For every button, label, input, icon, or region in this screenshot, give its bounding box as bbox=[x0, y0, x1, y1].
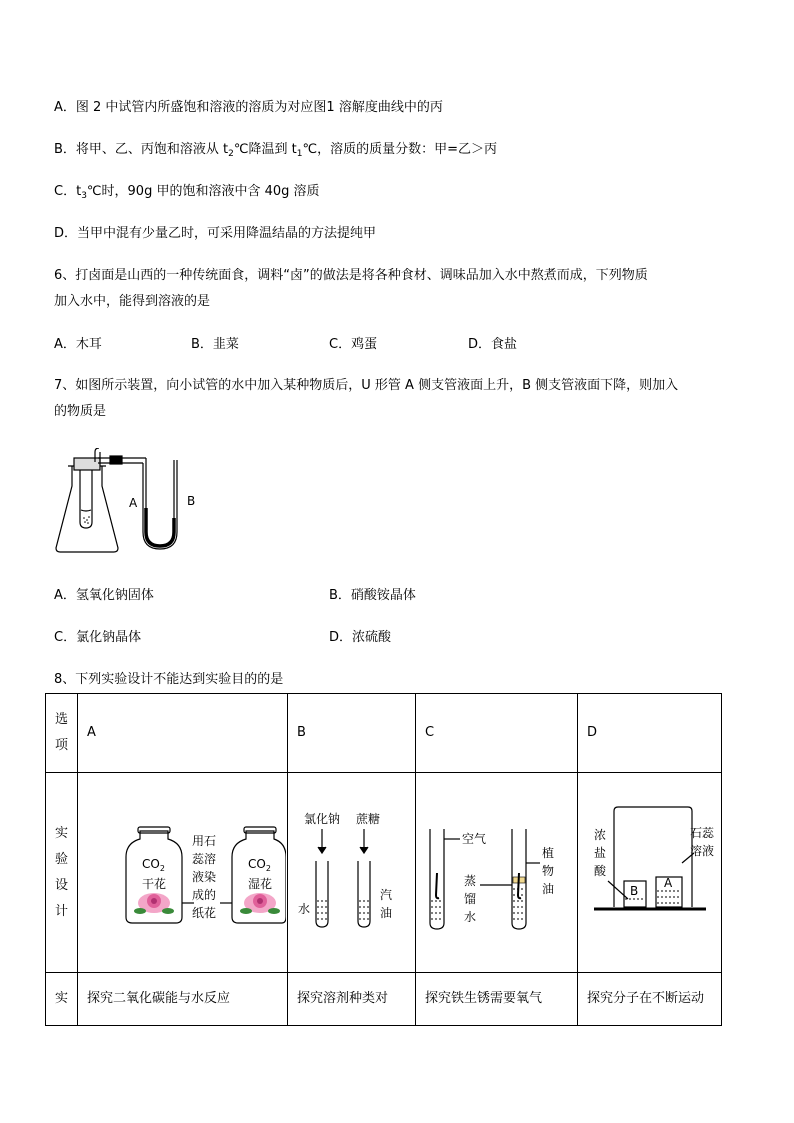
figure-d-diffusion bbox=[578, 773, 720, 968]
u-tube-outer bbox=[146, 458, 174, 546]
q6-stem-line1: 6、打卤面是山西的一种传统面食，调料“卤”的做法是将各种食材、调味品加入水中熬煮而成，下列物质 bbox=[54, 268, 648, 283]
q8-stem: 8、下列实验设计不能达到实验目的的是 bbox=[54, 672, 284, 687]
table-row-purpose bbox=[46, 973, 722, 1026]
co2-right: $CO_2$ bbox=[248, 857, 271, 873]
label-char: 选 bbox=[54, 712, 68, 727]
purpose-c bbox=[416, 973, 578, 1026]
wet-flower-label: 湿花 bbox=[248, 877, 273, 891]
label-char: 项 bbox=[54, 738, 68, 753]
col-b-text: B bbox=[297, 725, 306, 740]
litmus-flower-label-3: 液染 bbox=[192, 870, 217, 884]
table-row-options bbox=[46, 694, 722, 773]
flower-left-icon bbox=[134, 893, 174, 914]
q5-b-post: ℃，溶质的质量分数：甲=乙＞丙 bbox=[302, 142, 497, 157]
label-char: 验 bbox=[54, 851, 68, 867]
col-c-text: C bbox=[425, 725, 435, 740]
col-header-c bbox=[416, 694, 578, 773]
figure-c-cell bbox=[416, 773, 578, 973]
q5-option-b bbox=[54, 141, 497, 163]
rubber-stopper bbox=[74, 458, 100, 470]
purpose-a bbox=[78, 973, 288, 1026]
purpose-b-text: 探究溶剂种类对 bbox=[297, 991, 389, 1006]
row-label-options bbox=[46, 694, 78, 773]
distilled-water-label-1: 蒸 bbox=[464, 874, 477, 888]
hcl-label-2: 盐 bbox=[594, 846, 607, 860]
purpose-b bbox=[288, 973, 416, 1026]
litmus-label-1: 石蕊 bbox=[690, 826, 715, 840]
col-header-b bbox=[288, 694, 416, 773]
q5-b-mid: ℃降温到 t bbox=[233, 142, 297, 157]
hcl-label-1: 浓 bbox=[594, 828, 607, 842]
distilled-water-label-3: 水 bbox=[464, 910, 477, 924]
purpose-a-text: 探究二氧化碳能与水反应 bbox=[87, 991, 231, 1006]
figure-c-rust bbox=[416, 773, 576, 968]
figure-b-cell bbox=[288, 773, 416, 973]
q5-option-d: D．当甲中混有少量乙时，可采用降温结晶的方法提纯甲 bbox=[54, 226, 377, 241]
dry-flower-label: 干花 bbox=[142, 877, 167, 891]
purpose-d-text: 探究分子在不断运动 bbox=[587, 991, 705, 1006]
col-header-a bbox=[78, 694, 288, 773]
q5-b-sub2: 1 bbox=[296, 149, 303, 159]
figure-d-cell bbox=[578, 773, 722, 973]
litmus-flower-label-4: 成的 bbox=[192, 888, 217, 902]
q5-b-text: B．将甲、乙、丙饱和溶液从 t bbox=[54, 142, 229, 157]
sugar-label: 蔗糖 bbox=[356, 812, 381, 826]
label-char: 实 bbox=[54, 991, 68, 1006]
test-tube-water bbox=[316, 861, 328, 927]
conical-flask bbox=[56, 466, 118, 552]
water-label: 水 bbox=[298, 902, 311, 916]
q7-stem-line1: 7、如图所示装置，向小试管的水中加入某种物质后，U 形管 A 侧支管液面上升，B 侧支管液面下降，则加入 bbox=[54, 378, 679, 393]
test-tube-gasoline bbox=[358, 861, 370, 927]
veg-oil-label-3: 油 bbox=[542, 882, 555, 896]
veg-oil-label-1: 植 bbox=[542, 846, 555, 860]
q6-option-b: B．韭菜 bbox=[191, 337, 239, 352]
q5-option-c bbox=[54, 183, 320, 205]
litmus-label-2: 溶液 bbox=[690, 844, 715, 858]
q6-option-c: C．鸡蛋 bbox=[329, 337, 378, 352]
air-label: 空气 bbox=[462, 832, 487, 846]
q5-c-sub: 3 bbox=[81, 191, 87, 201]
iron-nail-icon bbox=[436, 873, 439, 898]
q6-stem-line2: 加入水中，能得到溶液的是 bbox=[54, 294, 211, 309]
small-test-tube bbox=[80, 470, 92, 528]
beaker-a-label: A bbox=[664, 876, 673, 890]
purpose-d bbox=[578, 973, 722, 1026]
label-char: 实 bbox=[54, 825, 68, 841]
figure-b-solubility bbox=[288, 773, 414, 968]
litmus-flower-label-2: 蕊溶 bbox=[192, 852, 217, 866]
gasoline-label-2: 油 bbox=[380, 906, 393, 920]
table-row-design bbox=[46, 773, 722, 973]
gasoline-label-1: 汽 bbox=[380, 888, 393, 902]
purpose-c-text: 探究铁生锈需要氧气 bbox=[425, 991, 543, 1006]
q6-option-a: A．木耳 bbox=[54, 337, 102, 352]
q6-option-d: D．食盐 bbox=[468, 337, 518, 352]
q7-stem-line2: 的物质是 bbox=[54, 404, 107, 419]
row-label-design bbox=[46, 773, 78, 973]
veg-oil-label-2: 物 bbox=[542, 864, 555, 878]
col-a-text: A bbox=[87, 725, 96, 740]
nacl-label: 氯化钠 bbox=[304, 812, 341, 826]
label-char: 设 bbox=[54, 877, 68, 893]
flower-right-icon bbox=[240, 893, 280, 914]
q7-option-d: D．浓硫酸 bbox=[329, 630, 392, 645]
q7-option-b: B．硝酸铵晶体 bbox=[329, 588, 416, 603]
row-label-purpose bbox=[46, 973, 78, 1026]
q7-apparatus-figure bbox=[50, 448, 200, 558]
beaker-b-label: B bbox=[630, 884, 639, 898]
q7-option-a: A．氢氧化钠固体 bbox=[54, 588, 154, 603]
litmus-flower-label-5: 纸花 bbox=[192, 906, 217, 920]
label-a: A bbox=[129, 496, 138, 510]
distilled-water-label-2: 馏 bbox=[464, 892, 477, 906]
figure-a-co2-bottles bbox=[78, 773, 286, 968]
figure-a-cell bbox=[78, 773, 288, 973]
q5-b-sub1: 2 bbox=[228, 149, 234, 159]
q7-option-c: C．氯化钠晶体 bbox=[54, 630, 142, 645]
bell-jar bbox=[614, 807, 692, 907]
label-b: B bbox=[187, 494, 196, 508]
litmus-flower-label-1: 用石 bbox=[192, 834, 217, 848]
col-header-d bbox=[578, 694, 722, 773]
col-d-text: D bbox=[587, 725, 598, 740]
q5-c-post: ℃时，90g 甲的饱和溶液中含 40g 溶质 bbox=[86, 184, 320, 199]
hcl-label-3: 酸 bbox=[594, 864, 607, 878]
label-char: 计 bbox=[54, 903, 68, 919]
q5-c-text: C．t bbox=[54, 184, 82, 199]
co2-left: $CO_2$ bbox=[142, 857, 165, 873]
q8-experiment-table bbox=[45, 693, 722, 1026]
q5-option-a: A．图 2 中试管内所盛饱和溶液的溶质为对应图1 溶解度曲线中的丙 bbox=[54, 100, 443, 115]
